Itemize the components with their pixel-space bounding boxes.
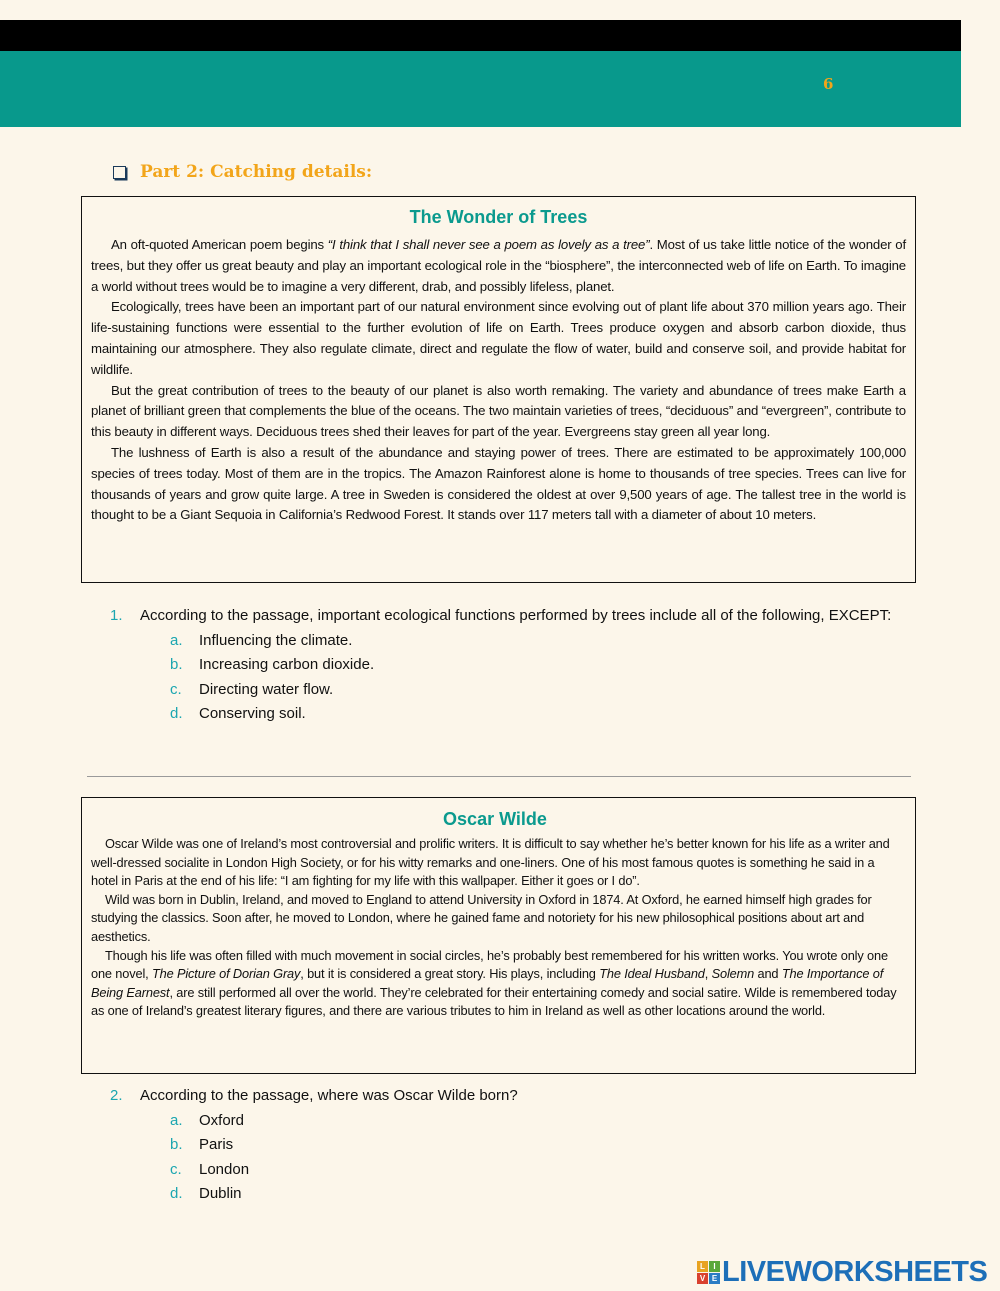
answer-option[interactable]: a. Influencing the climate. <box>170 631 353 649</box>
answer-option[interactable]: b. Paris <box>170 1136 234 1153</box>
section-divider <box>87 776 911 777</box>
question-text: According to the passage, important ecological functions performed by trees include all of the following, EXCEPT: <box>140 607 892 624</box>
question-text: According to the passage, where was Oscar Wilde born? <box>140 1087 518 1104</box>
question-number: 1. <box>110 607 123 624</box>
logo-grid-cell: I <box>709 1261 720 1272</box>
question-number: 2. <box>110 1087 123 1104</box>
logo-text: LIVEWORKSHEETS <box>722 1256 988 1288</box>
book-title: The Picture of Dorian Gray <box>151 966 301 982</box>
passage-paragraph: The lushness of Earth is also a result of the abundance and staying power of trees. There are estimated to be approximately 100,000 species of trees today. Most of them are in the tropics. The Amazon Rainforest alone is home to thousands of tree species. Trees can live for thousands of years and grow quite large. A tree in Sweden is considered the oldest at over 9,500 years of age. The tallest tree in the world is thought to be a Giant Sequoia in California’s Redwood Forest. It stands over 117 meters tall with a diameter of about 10 meters. <box>91 444 906 523</box>
answer-option[interactable]: b. Increasing carbon dioxide. <box>170 656 375 673</box>
passage-paragraph: Wild was born in Dublin, Ireland, and moved to England to attend University in Oxford in 1874. At Oxford, he earned himself high grades for studying the classics. Soon after, he moved to London, where he gained fame and notoriety for his new philosophical positions about art and aesthetics. <box>91 891 872 944</box>
passage-paragraph: Though his life was often filled with much movement in social circles, he’s probably best remembered for his written works. You wrote only one one novel, The Picture of Dorian Gray, but it is considered a great story. His plays, including The Ideal Husband, Solemn and The Importance of Being Earnest, are still performed all over the world. They’re celebrated for their entertaining comedy and social satire. Wilde is remembered today as one of Ireland’s greatest literary figures, and there are various tributes to him in Ireland as well as other locations around the world. <box>91 947 897 1019</box>
header-teal-banner <box>0 51 961 127</box>
poem-quote: “I think that I shall never see a poem as lovely as a tree” <box>327 237 650 252</box>
logo-grid-cell: L <box>697 1261 708 1272</box>
answer-option[interactable]: d. Conserving soil. <box>170 705 306 722</box>
passage-paragraph: But the great contribution of trees to the beauty of our planet is also worth remaking. The variety and abundance of trees make Earth a planet of brilliant green that complements the blue of the oceans. The two maintain varieties of trees, “deciduous” and “evergreen”, contribute to this beauty in different ways. Deciduous trees shed their leaves for part of the year. Evergreens stay green all year long. <box>91 382 906 440</box>
question-1 <box>110 604 910 727</box>
play-title: The Importance of Being Earnest <box>91 966 884 1000</box>
question-2 <box>110 1084 910 1207</box>
liveworksheets-logo[interactable] <box>697 1256 987 1289</box>
logo-grid-cell: E <box>709 1273 720 1284</box>
passage-title: Oscar Wilde <box>443 809 547 829</box>
passage-paragraph: Oscar Wilde was one of Ireland’s most controversial and prolific writers. It is difficult to say whether he’s better known for his life as a writer and well-dressed socialite in London High Society, or for his witty remarks and one-liners. One of his most famous quotes is something he said in a hotel in Paris at the end of his life: “I am fighting for my life with this wallpaper. Either it goes or I do”. <box>91 836 890 889</box>
passage-paragraph: Ecologically, trees have been an important part of our natural environment since evolving out of plant life about 370 million years ago. Their life-sustaining functions were essential to the further evolution of life on Earth. Trees produce oxygen and absorb carbon dioxide, thus maintaining our atmosphere. They also regulate climate, direct and regulate the flow of water, build and conserve soil, and provide habitat for wildlife. <box>91 299 906 377</box>
logo-grid-icon <box>697 1261 720 1284</box>
part-heading-text: Part 2: Catching details: <box>140 162 373 182</box>
play-title: The Ideal Husband <box>599 966 705 982</box>
checkbox-bullet-icon <box>113 166 126 179</box>
part-heading <box>113 162 372 182</box>
logo-grid-cell: V <box>697 1273 708 1284</box>
passage-box-wilde <box>81 797 916 1074</box>
answer-option[interactable]: c. London <box>170 1160 250 1178</box>
passage-paragraph: An oft-quoted American poem begins “I think that I shall never see a poem as lovely as a tree”. Most of us take little notice of the wonder of trees, but they offer us great beauty and play an important ecological role in the “biosphere”, the interconnected web of life on Earth. To imagine a world without trees would be to imagine a very different, drab, and possibly lifeless, planet. <box>91 237 906 294</box>
passage-box-trees <box>81 196 916 583</box>
answer-options <box>170 1109 910 1207</box>
answer-option[interactable]: a. Oxford <box>170 1111 245 1129</box>
page-number: 6 <box>823 75 834 93</box>
answer-option[interactable]: d. Dublin <box>170 1185 242 1202</box>
header-black-bar <box>0 20 961 51</box>
play-title: Solemn <box>711 966 755 982</box>
answer-option[interactable]: c. Directing water flow. <box>170 680 334 698</box>
answer-options <box>170 629 910 727</box>
passage-title: The Wonder of Trees <box>409 207 588 227</box>
